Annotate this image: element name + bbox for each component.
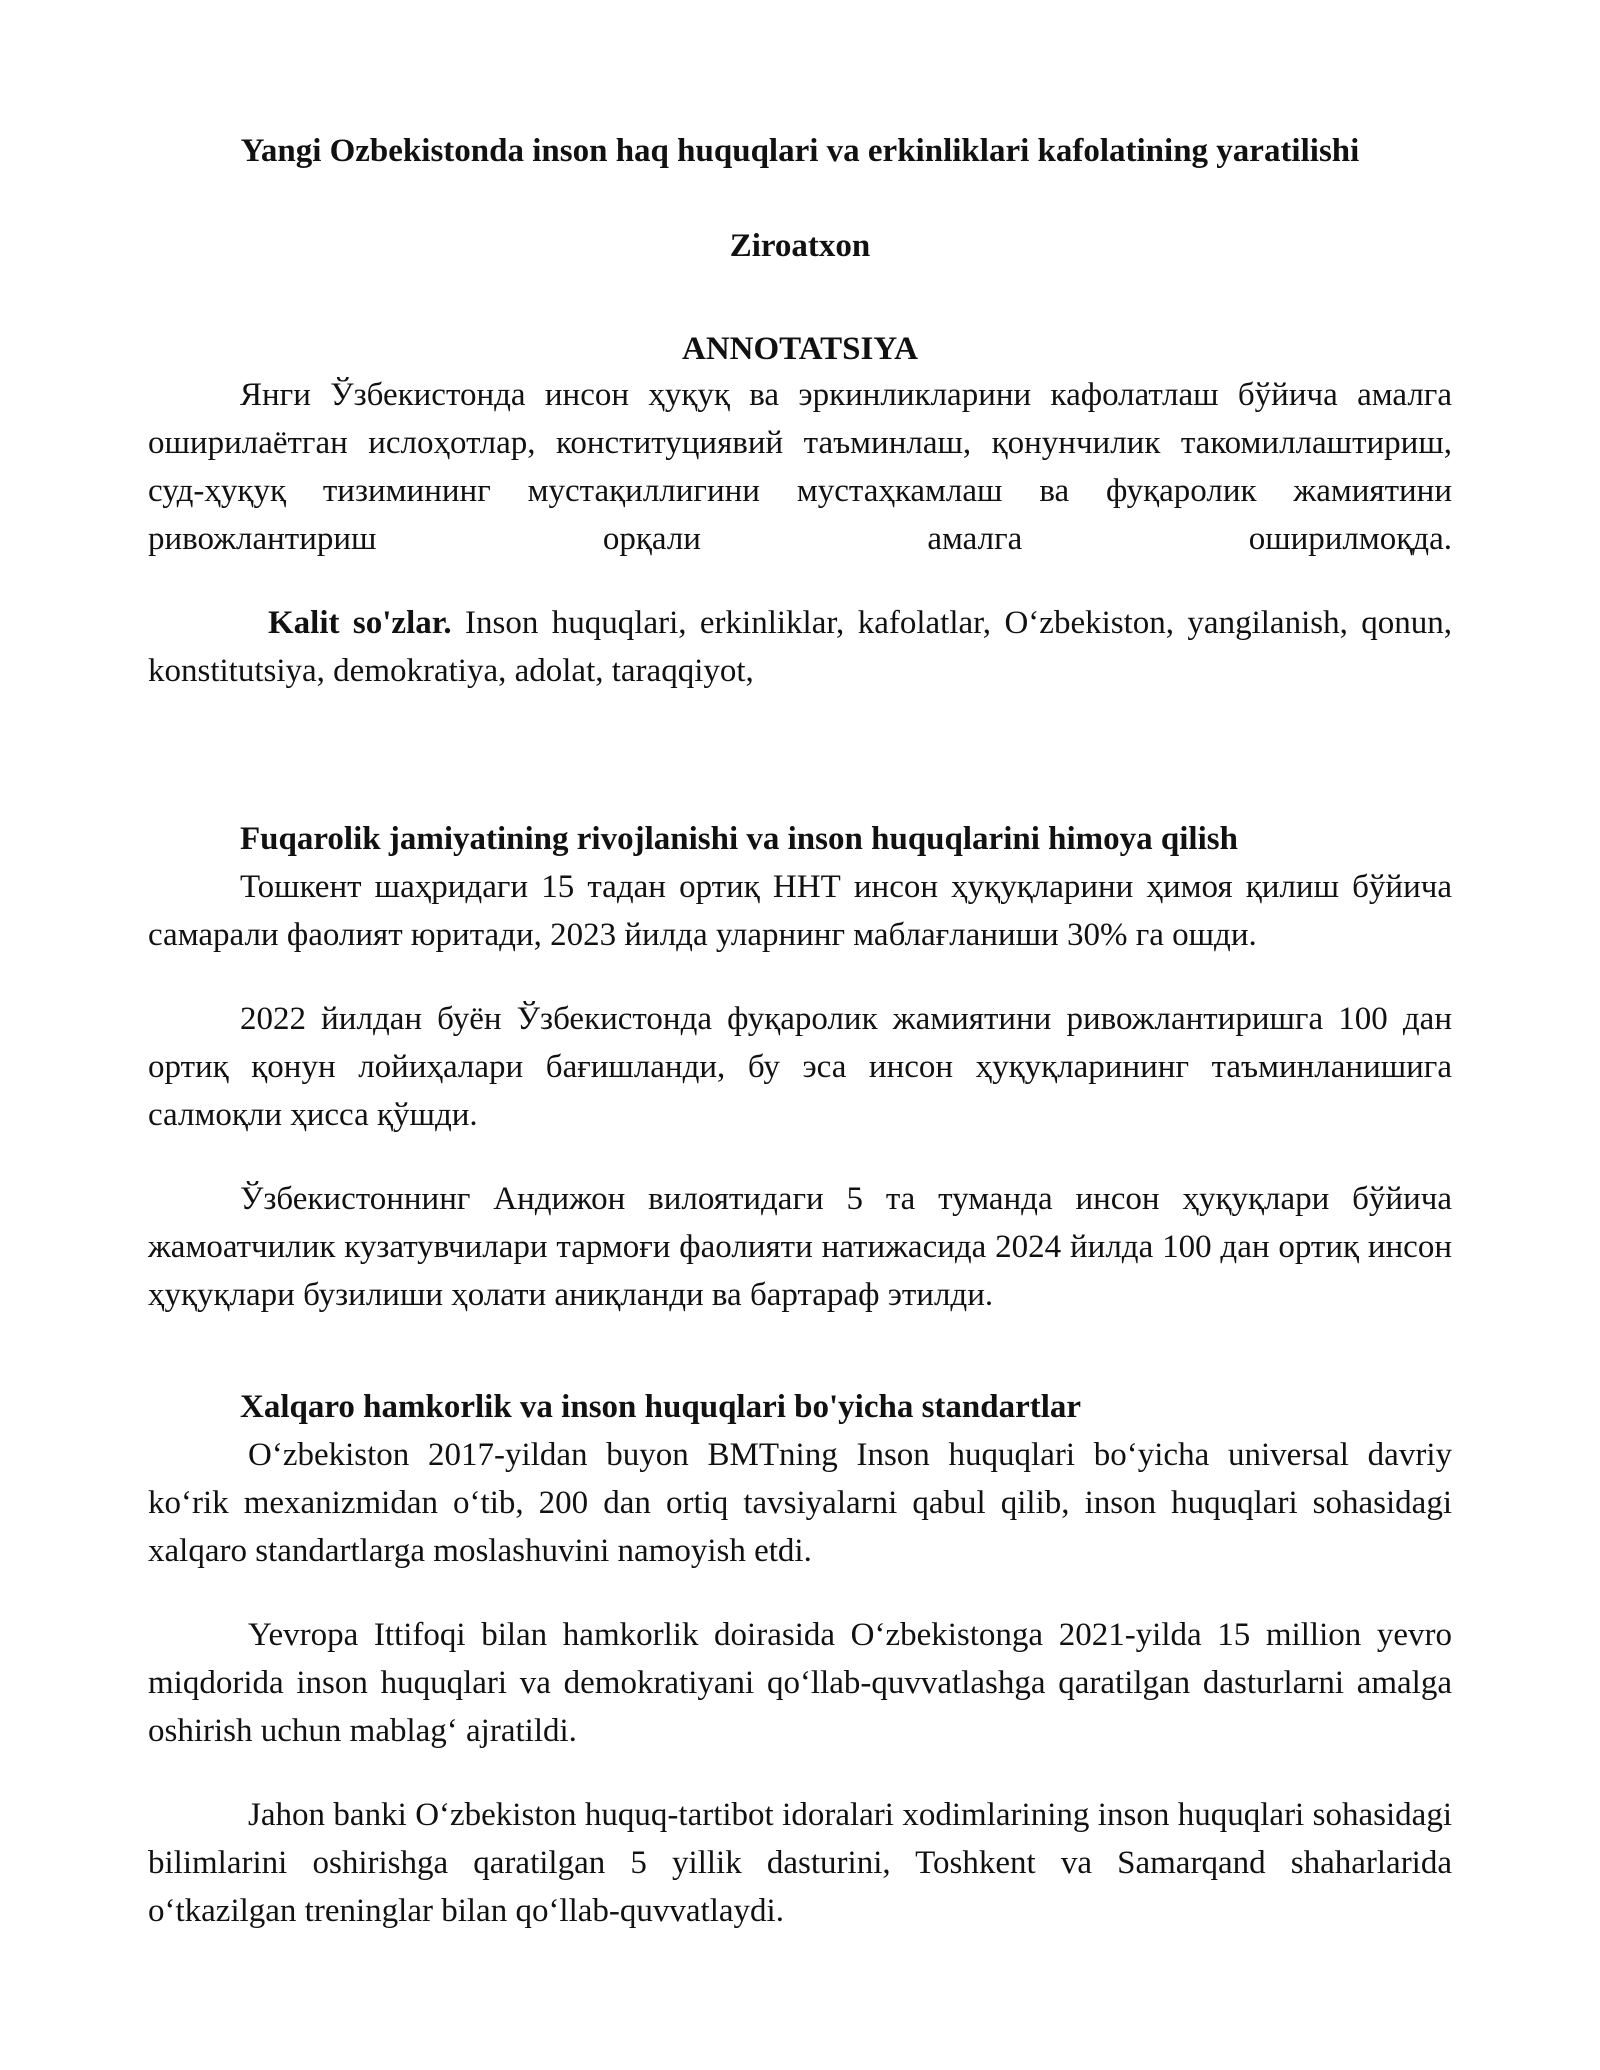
document-title: Yangi Ozbekistonda inson haq huquqlari va erkinliklari kafolatining yaratilishi	[240, 133, 1360, 169]
keywords-list: Inson huquqlari, erkinliklar, kafolatlar, O‘zbekiston, yangilanish, qonun, konstitutsiya, demokratiya, adolat, taraqqiyot,	[148, 604, 1452, 689]
author-name: Ziroatxon	[729, 227, 871, 264]
section-paragraph: Yevropa Ittifoqi bilan hamkorlik doirasida O‘zbekistonga 2021-yilda 15 million yevro miqdorida inson huquqlari va demokratiyani qo‘llab-quvvatlashga qaratilgan dasturlarni amalga oshirish uchun mablag‘ ajratildi.	[148, 1616, 1452, 1749]
section-paragraph: 2022 йилдан буён Ўзбекистонда фуқаролик жамиятини ривожлантиришга 100 дан ортиқ қонун лойиҳалари бағишланди, бу эса инсон ҳуқуқларининг таъминланишига салмоқли ҳисса қўшди.	[148, 1000, 1452, 1133]
section-paragraph: O‘zbekiston 2017-yildan buyon BMTning Inson huquqlari bo‘yicha universal davriy ko‘rik mexanizmidan o‘tib, 200 dan ortiq tavsiyalarni qabul qilib, inson huquqlari sohasidagi xalqaro standartlarga moslashuvini namoyish etdi.	[148, 1436, 1452, 1569]
annotation-heading: ANNOTATSIYA	[682, 330, 918, 367]
section-paragraph: Ўзбекистоннинг Андижон вилоятидаги 5 та туманда инсон ҳуқуқлари бўйича жамоатчилик кузатувчилари тармоғи фаолияти натижасида 2024 йилда 100 дан ортиқ инсон ҳуқуқлари бузилиши ҳолати аниқланди ва бартараф этилди.	[148, 1180, 1452, 1313]
keywords-label: Kalit so'zlar.	[268, 604, 452, 641]
section-paragraph: Jahon banki O‘zbekiston huquq-tartibot idoralari xodimlarining inson huquqlari sohasidagi bilimlarini oshirishga qaratilgan 5 yillik dasturini, Toshkent va Samarqand shaharlarida o‘tkazilgan treninglar bilan qo‘llab-quvvatlaydi.	[148, 1796, 1452, 1929]
section-heading-civil-society: Fuqarolik jamiyatining rivojlanishi va inson huquqlarini himoya qilish	[240, 820, 1238, 857]
section-paragraph: Тошкент шаҳридаги 15 тадан ортиқ ННТ инсон ҳуқуқларини ҳимоя қилиш бўйича самарали фаолият юритади, 2023 йилда уларнинг маблағланиши 30% га ошди.	[148, 868, 1452, 953]
keywords-paragraph	[148, 599, 1452, 695]
section-heading-international-cooperation: Xalqaro hamkorlik va inson huquqlari bo'yicha standartlar	[240, 1388, 1082, 1425]
annotation-paragraph: Янги Ўзбекистонда инсон ҳуқуқ ва эркинликларини кафолатлаш бўйича амалга оширилаётган ислоҳотлар, конституциявий таъминлаш, қонунчилик такомиллаштириш, суд-ҳуқуқ тизимининг мустақиллигини мустаҳкамлаш ва фуқаролик жамиятини ривожлантириш орқали амалга оширилмоқда.	[148, 376, 1452, 557]
